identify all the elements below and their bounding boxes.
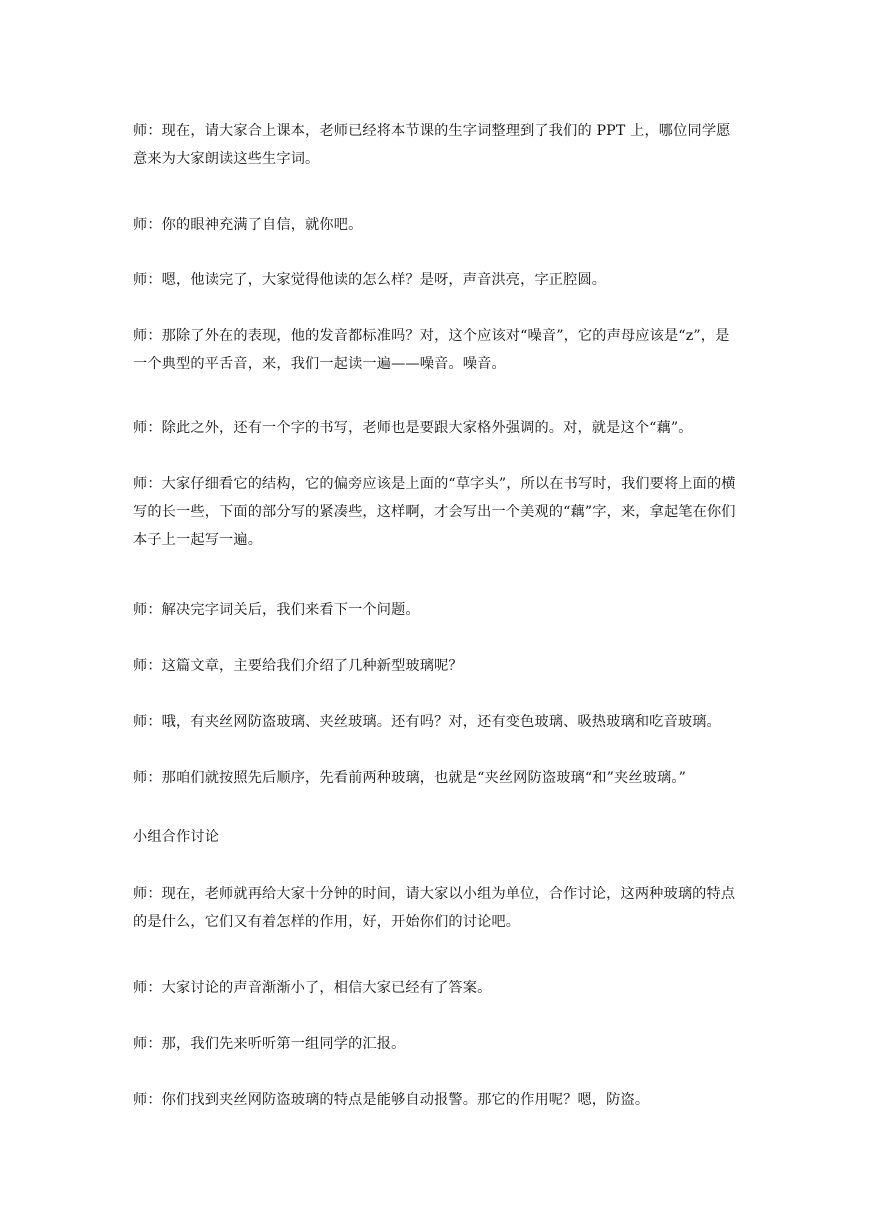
section-heading: 小组合作讨论 (133, 829, 220, 845)
paragraph-6: 师：大家仔细看它的结构，它的偏旁应该是上面的“草字头”，所以在书写时，我们要将上面的横写的长一些，下面的部分写的紧凑些，这样啊，才会写出一个美观的“藕”字，来，拿起笔在你们本子上一起写一遍。 (133, 476, 736, 548)
paragraph-9: 师：哦，有夹丝网防盗玻璃、夹丝玻璃。还有吗？对，还有变色玻璃、吸热玻璃和吃音玻璃。 (133, 714, 721, 730)
paragraph-15: 师：你们找到夹丝网防盗玻璃的特点是能够自动报警。那它的作用呢？嗯，防盗。 (133, 1092, 650, 1108)
paragraph-5: 师：除此之外，还有一个字的书写，老师也是要跟大家格外强调的。对，就是这个“藕”。 (133, 420, 693, 436)
paragraph-13: 师：大家讨论的声音渐渐小了，相信大家已经有了答案。 (133, 980, 492, 996)
paragraph-12: 师：现在，老师就再给大家十分钟的时间，请大家以小组为单位，合作讨论，这两种玻璃的特点的是什么，它们又有着怎样的作用，好，开始你们的讨论吧。 (133, 886, 736, 930)
paragraph-3: 师：嗯，他读完了，大家觉得他读的怎么样？是呀，声音洪亮，字正腔圆。 (133, 272, 607, 288)
paragraph-4: 师：那除了外在的表现，他的发音都标准吗？对，这个应该对“噪音”，它的声母应该是“z”，是一个典型的平舌音，来，我们一起读一遍——噪音。噪音。 (133, 328, 730, 372)
paragraph-8: 师：这篇文章，主要给我们介绍了几种新型玻璃呢？ (133, 658, 463, 674)
paragraph-10: 师：那咱们就按照先后顺序，先看前两种玻璃，也就是“夹丝网防盗玻璃“和”夹丝玻璃。” (133, 770, 687, 786)
paragraph-14: 师：那，我们先来听听第一组同学的汇报。 (133, 1036, 406, 1052)
paragraph-7: 师：解决完字词关后，我们来看下一个问题。 (133, 602, 420, 618)
paragraph-1: 师：现在，请大家合上课本，老师已经将本节课的生字词整理到了我们的 PPT 上，哪位同学愿意来为大家朗读这些生字词。 (133, 123, 731, 167)
paragraph-2: 师：你的眼神充满了自信，就你吧。 (133, 217, 363, 233)
